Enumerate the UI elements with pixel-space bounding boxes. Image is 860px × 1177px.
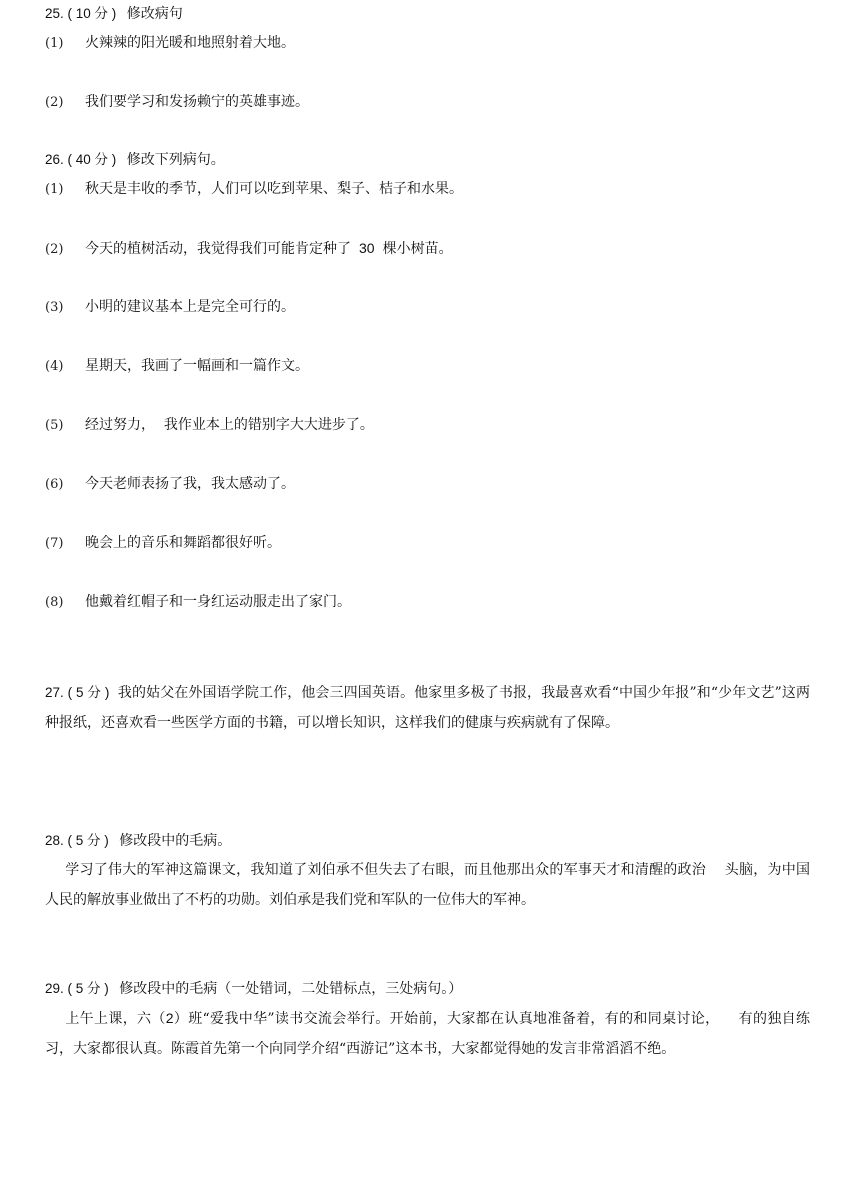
item-index: (3) — [45, 300, 64, 315]
item-text: 晚会上的音乐和舞蹈都很好听。 — [85, 535, 281, 551]
list-item — [45, 91, 309, 114]
item-text: 我们要学习和发扬赖宁的英雄事迹。 — [85, 94, 309, 110]
list-item — [45, 178, 463, 201]
paragraph-text: ）班“爱我中华”读书交流会举行。开始前，大家都在认真地准备着，有的和同桌讨论， 有的独自练习，大家都很认真。陈霞首先第一个向同学介绍“西游记”这本书，大家都觉得她的发言非常滔滔不绝。 — [45, 1011, 810, 1057]
question-title: 修改下列病句。 — [126, 152, 225, 168]
item-index: (7) — [45, 536, 64, 551]
item-text: 他戴着红帽子和一身红运动服走出了家门。 — [85, 594, 351, 610]
item-text: 棵小树苗。 — [382, 241, 453, 257]
list-item — [45, 32, 295, 55]
paragraph-text: 上午上课，六（ — [65, 1011, 166, 1027]
question-header — [45, 827, 231, 855]
list-item — [45, 532, 281, 555]
question-number: 28. ( 5 分 ) — [45, 833, 109, 848]
question-text: 我的姑父在外国语学院工作，他会三四国英语。他家里多极了书报，我最喜欢看“中国少年报”和“少年文艺”这两种报纸，还喜欢看一些医学方面的书籍，可以增长知识，这样我们的健康与疾病就有了保障。 — [45, 685, 810, 731]
item-text: 小明的建议基本上是完全可行的。 — [85, 299, 295, 315]
question-title: 修改段中的毛病（一处错词，二处错标点，三处病句。） — [119, 981, 463, 997]
question-header — [45, 149, 225, 171]
list-item — [45, 414, 374, 437]
list-item — [45, 591, 351, 614]
item-index: (5) — [45, 418, 64, 433]
item-text: 秋天是丰收的季节，人们可以吃到苹果、梨子、桔子和水果。 — [85, 181, 463, 197]
item-text: 今天的植树活动，我觉得我们可能肯定种了 — [85, 241, 351, 257]
question-number: 25. ( 10 分 ) — [45, 6, 117, 21]
item-number: 30 — [359, 240, 375, 256]
class-number: 2 — [165, 1010, 174, 1026]
item-text: 经过努力， 我作业本上的错别字大大进步了。 — [85, 417, 374, 433]
paragraph-text: 学习了伟大的军神这篇课文，我知道了刘伯承不但失去了右眼，而且他那出众的军事天才和清醒的政治 头脑，为中国人民的解放事业做出了不朽的功勋。刘伯承是我们党和军队的一位伟大的军神。 — [45, 862, 810, 908]
list-item — [45, 355, 309, 378]
question-number: 29. ( 5 分 ) — [45, 981, 109, 996]
question-number: 26. ( 40 分 ) — [45, 152, 117, 167]
question-title: 修改病句 — [126, 6, 183, 22]
question-header — [45, 975, 462, 1003]
item-text: 火辣辣的阳光暖和地照射着大地。 — [85, 35, 295, 51]
list-item — [45, 473, 295, 496]
item-index: (2) — [45, 95, 64, 110]
question-header — [45, 3, 183, 25]
item-index: (1) — [45, 182, 64, 197]
question-paragraph — [45, 855, 810, 915]
question-title: 修改段中的毛病。 — [119, 833, 232, 849]
item-text: 星期天，我画了一幅画和一篇作文。 — [85, 358, 309, 374]
list-item — [45, 237, 453, 261]
item-index: (1) — [45, 36, 64, 51]
question-number: 27. ( 5 分 ) — [45, 685, 110, 700]
item-index: (2) — [45, 242, 64, 257]
item-index: (6) — [45, 477, 64, 492]
question-paragraph — [45, 1003, 810, 1064]
item-index: (8) — [45, 595, 64, 610]
question-paragraph — [45, 678, 810, 738]
item-index: (4) — [45, 359, 64, 374]
item-text: 今天老师表扬了我，我太感动了。 — [85, 476, 295, 492]
list-item — [45, 296, 295, 319]
